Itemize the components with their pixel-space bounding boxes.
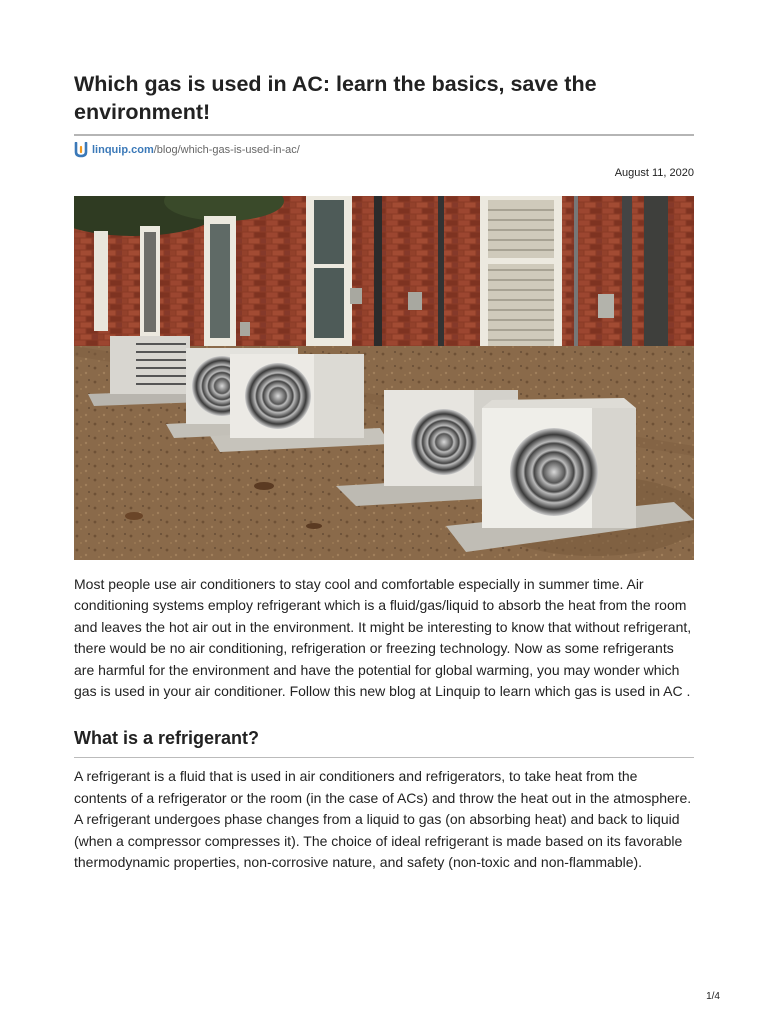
source-link[interactable] <box>92 144 300 156</box>
page-number: 1/4 <box>706 991 720 1002</box>
section-heading: What is a refrigerant? <box>74 728 260 749</box>
title-divider <box>74 134 694 136</box>
source-line <box>74 141 694 159</box>
publish-date: August 11, 2020 <box>614 167 694 179</box>
linquip-logo-icon <box>74 142 88 158</box>
section-paragraph: A refrigerant is a fluid that is used in air conditioners and refrigerators, to take heat from the contents of a refrigerator or the room (in the case of ACs) and throw the heat out in the atmosphere. A refrigerant undergoes phase changes from a liquid to gas (on absorbing heat) and back to liquid (when a compressor compresses it). The choice of ideal refrigerant is made based on its favorable thermodynamic properties, non-corrosive nature, and safety (non-toxic and non-flammable). <box>74 768 692 871</box>
document-page <box>74 70 694 873</box>
intro-paragraph: Most people use air conditioners to stay cool and comfortable especially in summer time. Air conditioning systems employ refrigerant which is a fluid/gas/liquid to absorb the heat from the room and leaves the hot air out in the environment. It might be interesting to know that without refrigerant, there would be no air conditioning, refrigeration or freezing technology. Now as some refrigerants are harmful for the environment and have the potential for global warming, you may wonder which gas is used in your air conditioner. Follow this new blog at Linquip to learn which gas is used in AC . <box>74 576 692 700</box>
section-divider <box>74 757 694 758</box>
source-path: /blog/which-gas-is-used-in-ac/ <box>153 144 300 156</box>
hero-image-ac-units <box>74 196 694 560</box>
article-title: Which gas is used in AC: learn the basics, save the environment! <box>74 72 597 124</box>
source-domain: linquip.com <box>92 144 154 156</box>
